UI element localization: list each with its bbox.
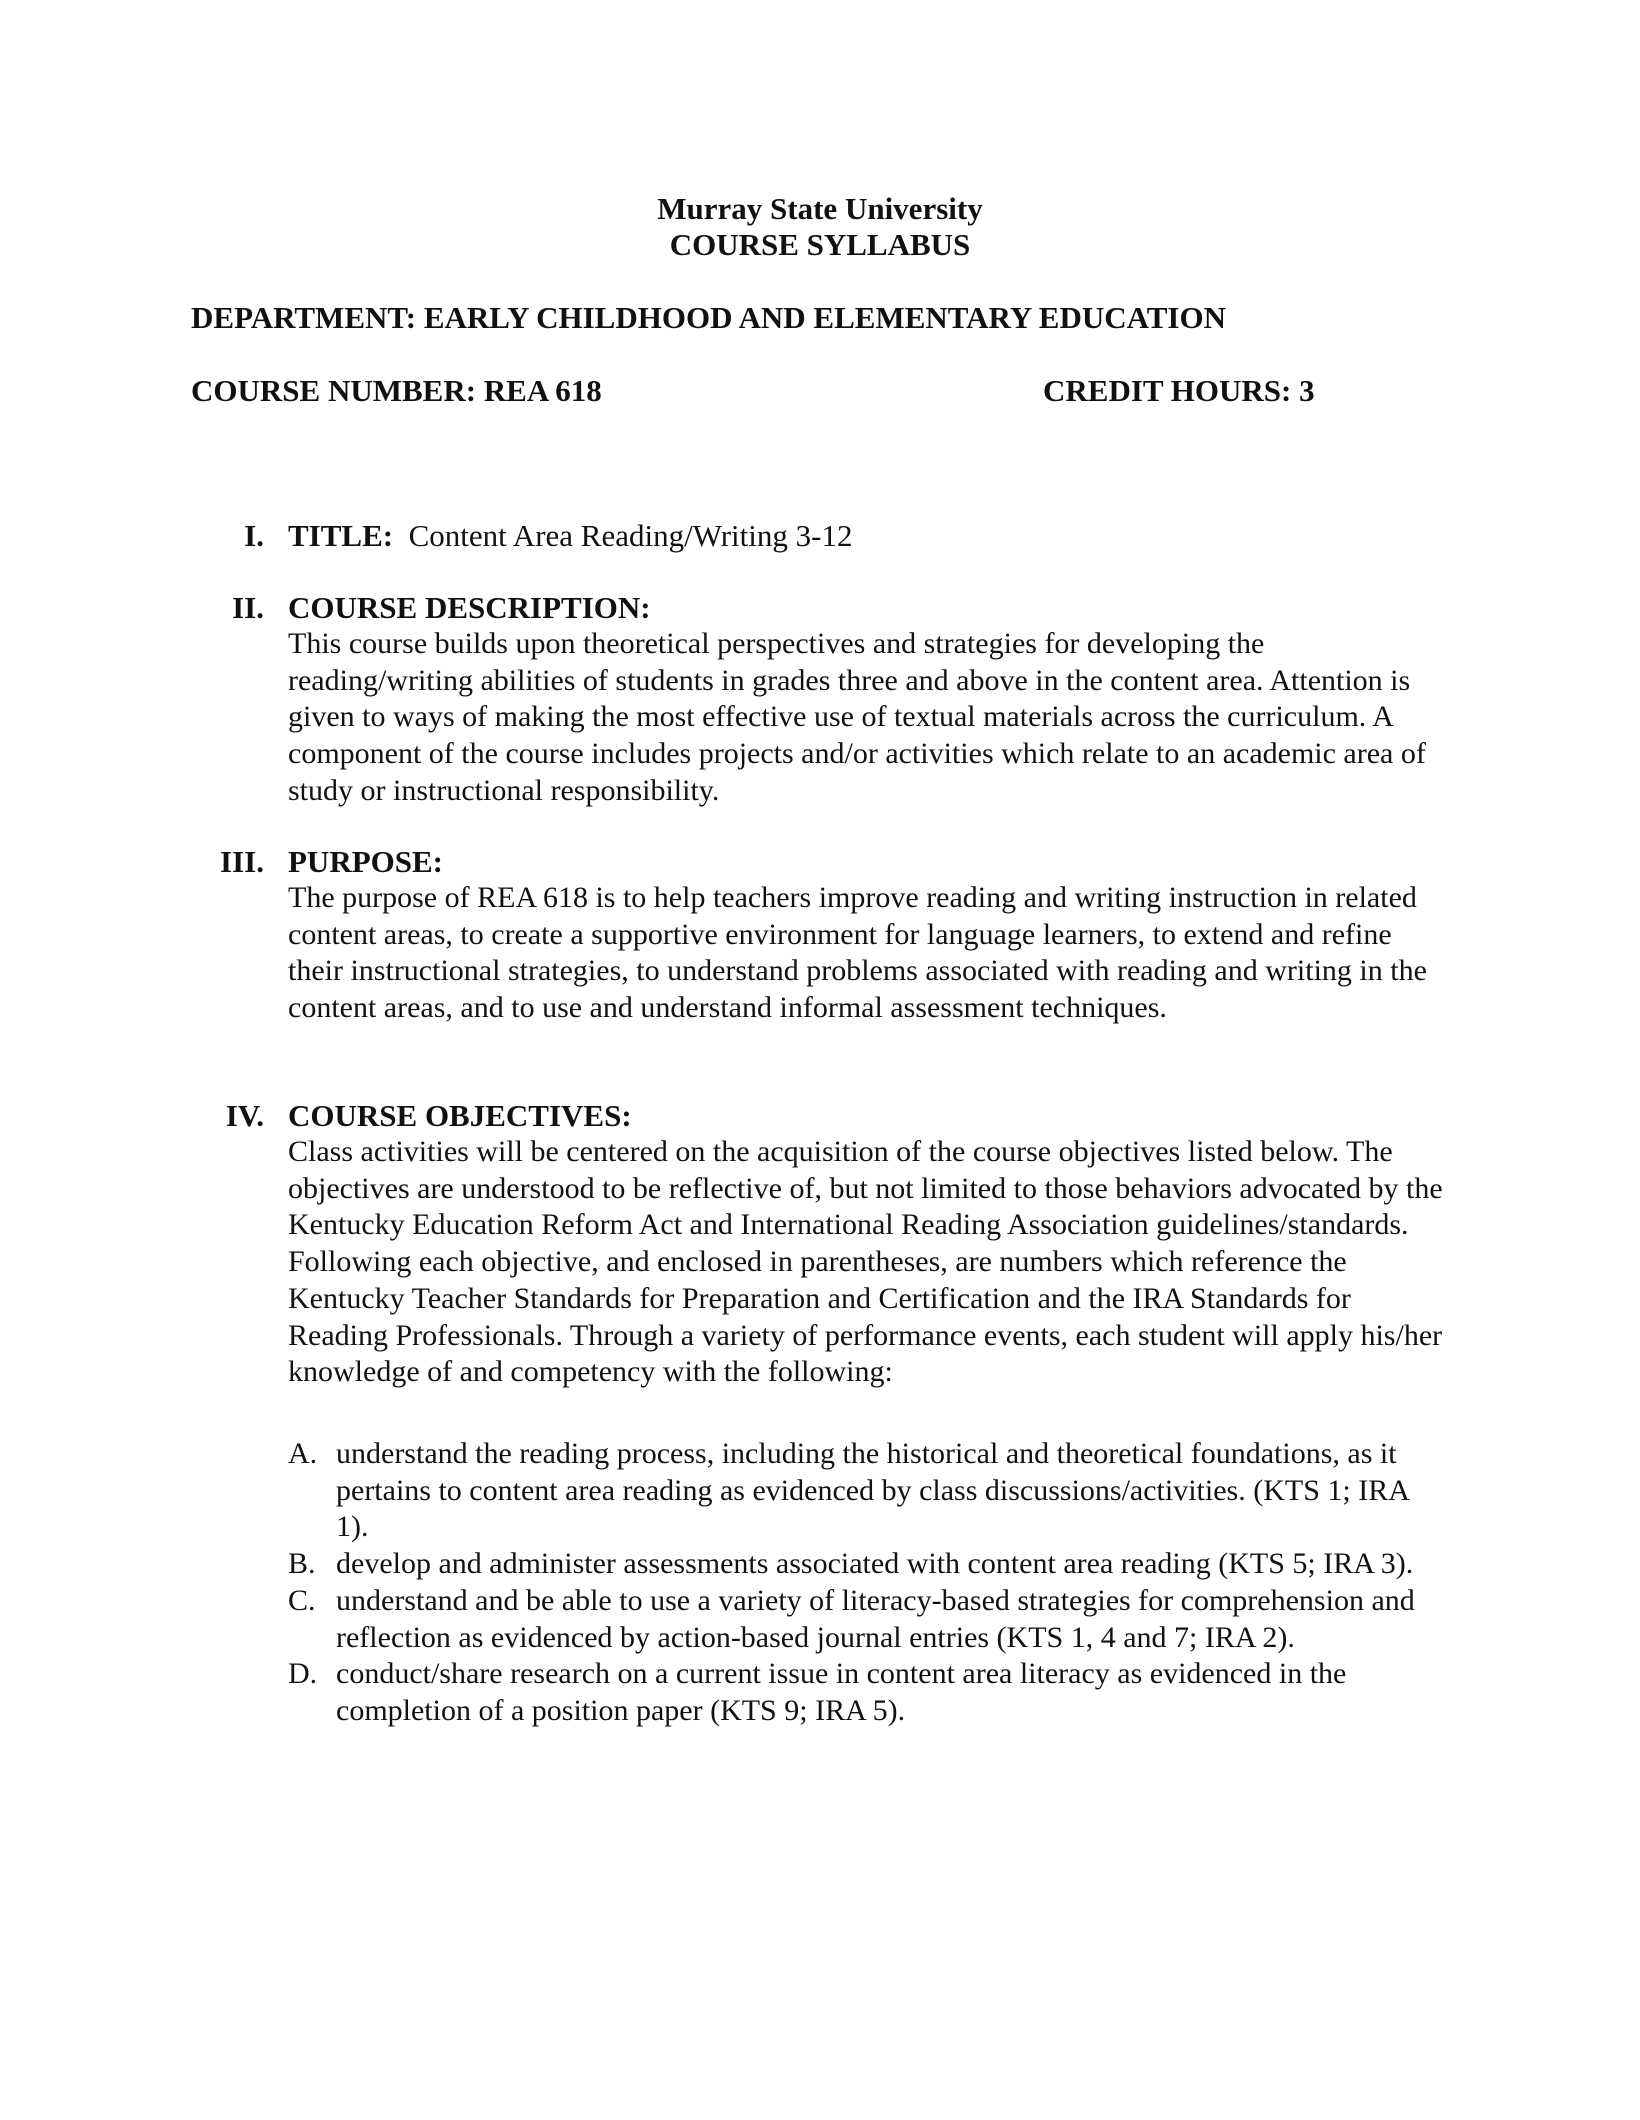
purpose-text: The purpose of REA 618 is to help teachers improve reading and writing instruction in related content areas, to create a supportive environment for language learners, to extend and refine their instructional strategies, to understand problems associated with reading and writing in the content areas, and to use and understand informal assessment techniques. bbox=[288, 881, 1427, 1025]
objective-item bbox=[288, 1436, 1448, 1546]
section-title-label: TITLE: bbox=[288, 518, 394, 553]
objective-text: understand the reading process, including the historical and theoretical foundations, as it pertains to content area reading as evidenced by class discussions/activities. (KTS 1; IRA 1). bbox=[336, 1437, 1409, 1544]
university-name: Murray State University bbox=[657, 191, 983, 226]
objective-text: conduct/share research on a current issue in content area literacy as evidenced in the completion of a position paper (KTS 9; IRA 5). bbox=[336, 1657, 1347, 1727]
objectives-list bbox=[288, 1436, 1448, 1730]
course-number: COURSE NUMBER: REA 618 bbox=[191, 373, 602, 408]
course-description-text: This course builds upon theoretical perspectives and strategies for developing the reading/writing abilities of students in grades three and above in the content area. Attention is given to ways of making the most effective use of textual materials across the curriculum. A component of the course includes projects and/or activities which relate to an academic area of study or instructional responsibility. bbox=[288, 627, 1426, 807]
objective-letter: A. bbox=[288, 1437, 318, 1470]
course-objectives-intro: Class activities will be centered on the acquisition of the course objectives listed below. The objectives are understood to be reflective of, but not limited to those behaviors advocated by the Kentucky Education Reform Act and International Reading Association guidelines/standards. Following each objective, and enclosed in parentheses, are numbers which reference the Kentucky Teacher Standards for Preparation and Certification and the IRA Standards for Reading Professionals. Through a variety of performance events, each student will apply his/her knowledge of and competency with the following: bbox=[288, 1135, 1443, 1389]
document-type: COURSE SYLLABUS bbox=[669, 227, 971, 262]
objective-item bbox=[288, 1546, 1448, 1583]
section-title-heading bbox=[288, 518, 852, 554]
objective-letter: C. bbox=[288, 1583, 316, 1617]
objective-letter: B. bbox=[288, 1547, 316, 1581]
section-numeral-description: II. bbox=[232, 590, 264, 625]
section-numeral-objectives: IV. bbox=[225, 1098, 264, 1133]
purpose-heading: PURPOSE: bbox=[288, 844, 443, 879]
section-numeral-purpose: III. bbox=[220, 844, 264, 879]
objective-letter: D. bbox=[288, 1657, 318, 1691]
section-numeral-title: I. bbox=[244, 518, 264, 553]
department-line: DEPARTMENT: EARLY CHILDHOOD AND ELEMENTARY EDUCATION bbox=[191, 300, 1226, 335]
course-title-value: Content Area Reading/Writing 3-12 bbox=[408, 518, 853, 553]
objective-text: develop and administer assessments associated with content area reading (KTS 5; IRA 3). bbox=[336, 1547, 1414, 1581]
objective-text: understand and be able to use a variety of literacy-based strategies for comprehension and reflection as evidenced by action-based journal entries (KTS 1, 4 and 7; IRA 2). bbox=[336, 1583, 1415, 1654]
course-description-heading: COURSE DESCRIPTION: bbox=[288, 590, 651, 625]
course-objectives-heading: COURSE OBJECTIVES: bbox=[288, 1098, 632, 1133]
objective-item bbox=[288, 1656, 1448, 1729]
objective-item bbox=[288, 1583, 1448, 1656]
credit-hours: CREDIT HOURS: 3 bbox=[1043, 373, 1315, 408]
